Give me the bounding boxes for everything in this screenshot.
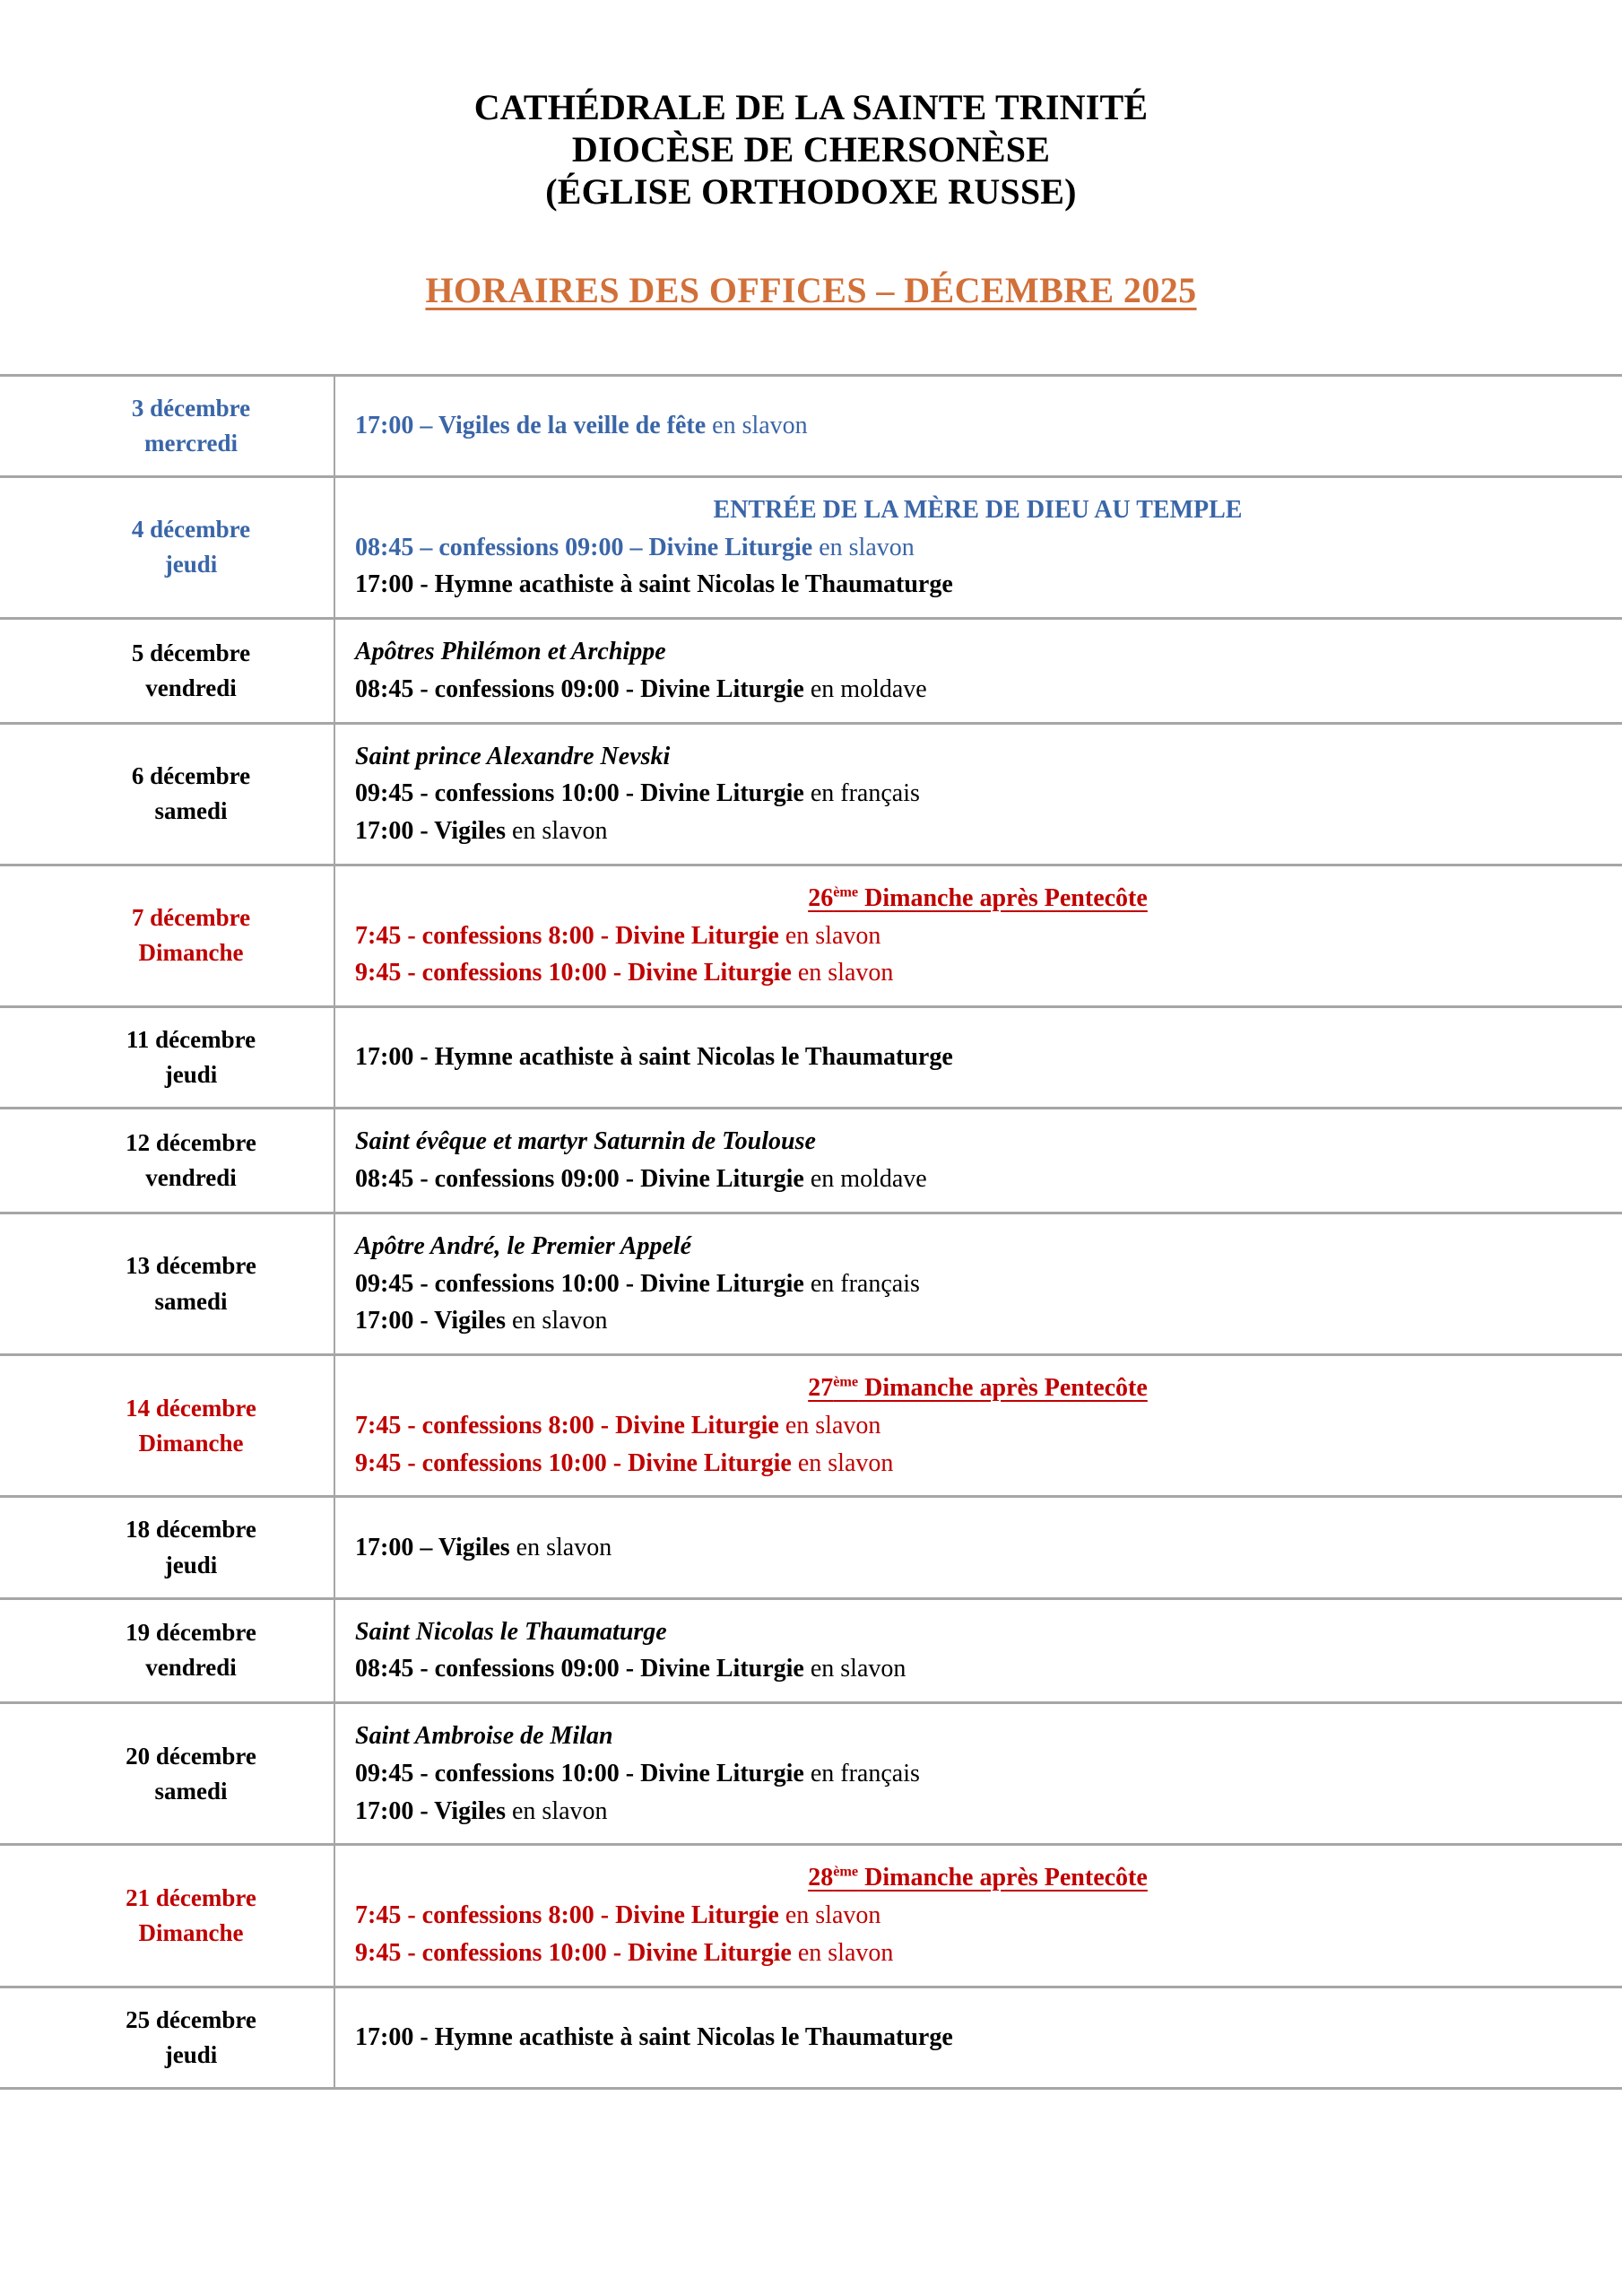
service-time-and-name: 17:00 - Vigiles — [355, 1307, 506, 1335]
feast-heading-text: Dimanche après Pentecôte — [858, 883, 1148, 912]
service-line — [355, 1039, 1600, 1075]
table-row — [0, 476, 1622, 618]
date-weekday: samedi — [154, 1287, 228, 1315]
feast-ordinal-suffix: ème — [833, 1373, 859, 1390]
service-language: en slavon — [791, 1448, 894, 1477]
page-title: HORAIRES DES OFFICES – DÉCEMBRE 2025 — [425, 269, 1197, 310]
service-time-and-name: 17:00 – Vigiles — [355, 1533, 510, 1561]
service-time-and-name: 9:45 - confessions 10:00 - Divine Liturgie — [355, 1938, 792, 1967]
date-weekday: samedi — [154, 1777, 228, 1805]
service-line — [355, 1898, 1600, 1934]
feast-heading-underlined — [808, 1374, 1148, 1402]
service-language: en slavon — [803, 1655, 906, 1683]
date-cell — [0, 1987, 334, 2088]
feast-ordinal-number: 28 — [808, 1864, 834, 1892]
date-weekday: Dimanche — [138, 939, 244, 967]
saint-name: Apôtre André, le Premier Appelé — [355, 1231, 692, 1260]
date-weekday: jeudi — [164, 1061, 218, 1089]
date-weekday: jeudi — [164, 551, 218, 578]
date-cell — [0, 723, 334, 865]
service-time-and-name: 08:45 – confessions 09:00 – Divine Liturgie — [355, 533, 813, 561]
date-day: 6 décembre — [131, 762, 251, 790]
service-line — [355, 1408, 1600, 1444]
document-header — [0, 0, 1622, 213]
date-cell — [0, 1007, 334, 1109]
events-cell — [334, 865, 1622, 1006]
service-time-and-name: 08:45 - confessions 09:00 - Divine Liturgie — [355, 1655, 804, 1683]
service-time-and-name: 9:45 - confessions 10:00 - Divine Liturgie — [355, 1448, 792, 1477]
feast-heading-underlined — [808, 1864, 1148, 1892]
feast-heading — [355, 1860, 1600, 1896]
schedule-table — [0, 374, 1622, 2090]
service-language: en slavon — [778, 1901, 881, 1930]
date-day: 20 décembre — [126, 1742, 256, 1770]
date-day: 7 décembre — [131, 904, 251, 932]
feast-ordinal-suffix: ème — [833, 1864, 859, 1881]
events-cell — [334, 619, 1622, 724]
date-weekday: vendredi — [145, 1164, 237, 1192]
date-day: 4 décembre — [131, 516, 251, 544]
feast-heading: ENTRÉE DE LA MÈRE DE DIEU AU TEMPLE — [713, 495, 1243, 524]
service-language: en slavon — [778, 1411, 881, 1439]
header-line-1: CATHÉDRALE DE LA SAINTE TRINITÉ — [473, 87, 1149, 127]
date-day: 18 décembre — [126, 1516, 256, 1544]
date-cell — [0, 1497, 334, 1598]
feast-heading-underlined — [808, 884, 1148, 912]
date-cell — [0, 1703, 334, 1845]
service-time-and-name: 17:00 - Hymne acathiste à saint Nicolas le Thaumaturge — [355, 1043, 953, 1072]
date-cell — [0, 865, 334, 1006]
date-weekday: samedi — [154, 797, 228, 825]
table-row — [0, 1598, 1622, 1703]
saint-name: Saint Nicolas le Thaumaturge — [355, 1617, 667, 1646]
table-row — [0, 1497, 1622, 1598]
table-row — [0, 723, 1622, 865]
date-day: 14 décembre — [126, 1394, 256, 1422]
table-row — [0, 619, 1622, 724]
date-weekday: Dimanche — [138, 1429, 244, 1457]
service-line — [355, 1530, 1600, 1566]
feast-heading — [355, 1370, 1600, 1406]
service-line — [355, 2020, 1600, 2056]
service-language: en moldave — [803, 1165, 927, 1194]
service-time-and-name: 08:45 - confessions 09:00 - Divine Liturgie — [355, 1165, 804, 1194]
subtitle-container — [0, 269, 1622, 311]
service-language: en slavon — [778, 921, 881, 950]
service-line — [355, 1161, 1600, 1197]
date-weekday: Dimanche — [138, 1919, 244, 1947]
service-language: en français — [803, 1759, 920, 1787]
service-line — [355, 408, 1600, 444]
date-cell — [0, 1598, 334, 1703]
service-time-and-name: 08:45 - confessions 09:00 - Divine Liturgie — [355, 674, 804, 703]
service-time-and-name: 17:00 - Hymne acathiste à saint Nicolas le Thaumaturge — [355, 2022, 953, 2051]
header-line-2: DIOCÈSE DE CHERSONÈSE — [571, 129, 1051, 170]
service-time-and-name: 7:45 - confessions 8:00 - Divine Liturgie — [355, 1411, 779, 1439]
service-time-and-name: 17:00 - Vigiles — [355, 1796, 506, 1825]
table-row — [0, 1987, 1622, 2088]
date-cell — [0, 619, 334, 724]
table-row — [0, 375, 1622, 476]
date-weekday: mercredi — [144, 429, 238, 457]
events-cell — [334, 723, 1622, 865]
date-weekday: vendredi — [145, 1654, 237, 1682]
date-weekday: jeudi — [164, 2040, 218, 2068]
service-line — [355, 1303, 1600, 1339]
table-row — [0, 1703, 1622, 1845]
service-language: en slavon — [506, 817, 608, 846]
events-cell — [334, 1213, 1622, 1354]
service-line — [355, 1651, 1600, 1687]
events-cell — [334, 1109, 1622, 1213]
service-time-and-name: 17:00 - Vigiles — [355, 817, 506, 846]
events-cell — [334, 1987, 1622, 2088]
service-time-and-name: 09:45 - confessions 10:00 - Divine Liturgie — [355, 1269, 804, 1298]
service-line — [355, 776, 1600, 812]
date-day: 5 décembre — [131, 639, 251, 666]
service-time-and-name: 9:45 - confessions 10:00 - Divine Liturgie — [355, 959, 792, 987]
events-cell — [334, 1007, 1622, 1109]
service-line — [355, 955, 1600, 991]
service-line — [355, 1756, 1600, 1792]
saint-name: Saint évêque et martyr Saturnin de Toulouse — [355, 1127, 816, 1156]
date-cell — [0, 476, 334, 618]
date-weekday: vendredi — [145, 674, 237, 701]
service-language: en slavon — [812, 533, 915, 561]
events-cell — [334, 1703, 1622, 1845]
feast-ordinal-suffix: ème — [833, 883, 859, 900]
service-time-and-name: 09:45 - confessions 10:00 - Divine Liturgie — [355, 1759, 804, 1787]
service-language: en slavon — [791, 959, 894, 987]
service-line — [355, 918, 1600, 954]
date-cell — [0, 375, 334, 476]
service-time-and-name: 09:45 - confessions 10:00 - Divine Liturgie — [355, 779, 804, 808]
feast-heading-text: Dimanche après Pentecôte — [858, 1864, 1148, 1892]
table-row — [0, 1007, 1622, 1109]
date-cell — [0, 1213, 334, 1354]
date-day: 13 décembre — [126, 1252, 256, 1280]
date-day: 21 décembre — [126, 1883, 256, 1911]
service-language: en français — [803, 779, 920, 808]
date-day: 3 décembre — [131, 394, 251, 422]
date-day: 25 décembre — [126, 2005, 256, 2033]
header-line-3: (ÉGLISE ORTHODOXE RUSSE) — [545, 171, 1077, 213]
service-line — [355, 567, 1600, 603]
events-cell — [334, 1497, 1622, 1598]
table-row — [0, 1213, 1622, 1354]
service-language: en slavon — [506, 1307, 608, 1335]
service-line — [355, 813, 1600, 849]
events-cell — [334, 1598, 1622, 1703]
service-line — [355, 530, 1600, 566]
date-day: 11 décembre — [126, 1026, 256, 1054]
feast-heading-text: Dimanche après Pentecôte — [858, 1374, 1148, 1403]
feast-ordinal-number: 26 — [808, 883, 834, 912]
feast-ordinal-number: 27 — [808, 1374, 834, 1403]
service-language: en slavon — [791, 1938, 894, 1967]
service-language: en français — [803, 1269, 920, 1298]
table-row — [0, 1109, 1622, 1213]
table-row — [0, 1355, 1622, 1497]
events-cell — [334, 375, 1622, 476]
service-language: en slavon — [706, 411, 808, 439]
date-weekday: jeudi — [164, 1551, 218, 1578]
saint-name: Saint prince Alexandre Nevski — [355, 742, 671, 770]
service-line — [355, 1266, 1600, 1302]
service-language: en moldave — [803, 674, 927, 703]
schedule-table-body — [0, 375, 1622, 2088]
service-line — [355, 1794, 1600, 1830]
feast-heading — [355, 881, 1600, 917]
events-cell — [334, 476, 1622, 618]
saint-name: Apôtres Philémon et Archippe — [355, 638, 666, 666]
service-language: en slavon — [509, 1533, 612, 1561]
table-row — [0, 1845, 1622, 1987]
events-cell — [334, 1355, 1622, 1497]
service-time-and-name: 17:00 – Vigiles de la veille de fête — [355, 411, 707, 439]
service-language: en slavon — [506, 1796, 608, 1825]
date-cell — [0, 1109, 334, 1213]
date-cell — [0, 1355, 334, 1497]
events-cell — [334, 1845, 1622, 1987]
service-time-and-name: 7:45 - confessions 8:00 - Divine Liturgie — [355, 921, 779, 950]
service-line — [355, 1935, 1600, 1971]
service-time-and-name: 17:00 - Hymne acathiste à saint Nicolas le Thaumaturge — [355, 570, 953, 599]
table-row — [0, 865, 1622, 1006]
date-day: 12 décembre — [126, 1128, 256, 1156]
service-line — [355, 1446, 1600, 1482]
date-cell — [0, 1845, 334, 1987]
service-time-and-name: 7:45 - confessions 8:00 - Divine Liturgie — [355, 1901, 779, 1930]
service-line — [355, 672, 1600, 708]
date-day: 19 décembre — [126, 1619, 256, 1647]
saint-name: Saint Ambroise de Milan — [355, 1722, 613, 1751]
